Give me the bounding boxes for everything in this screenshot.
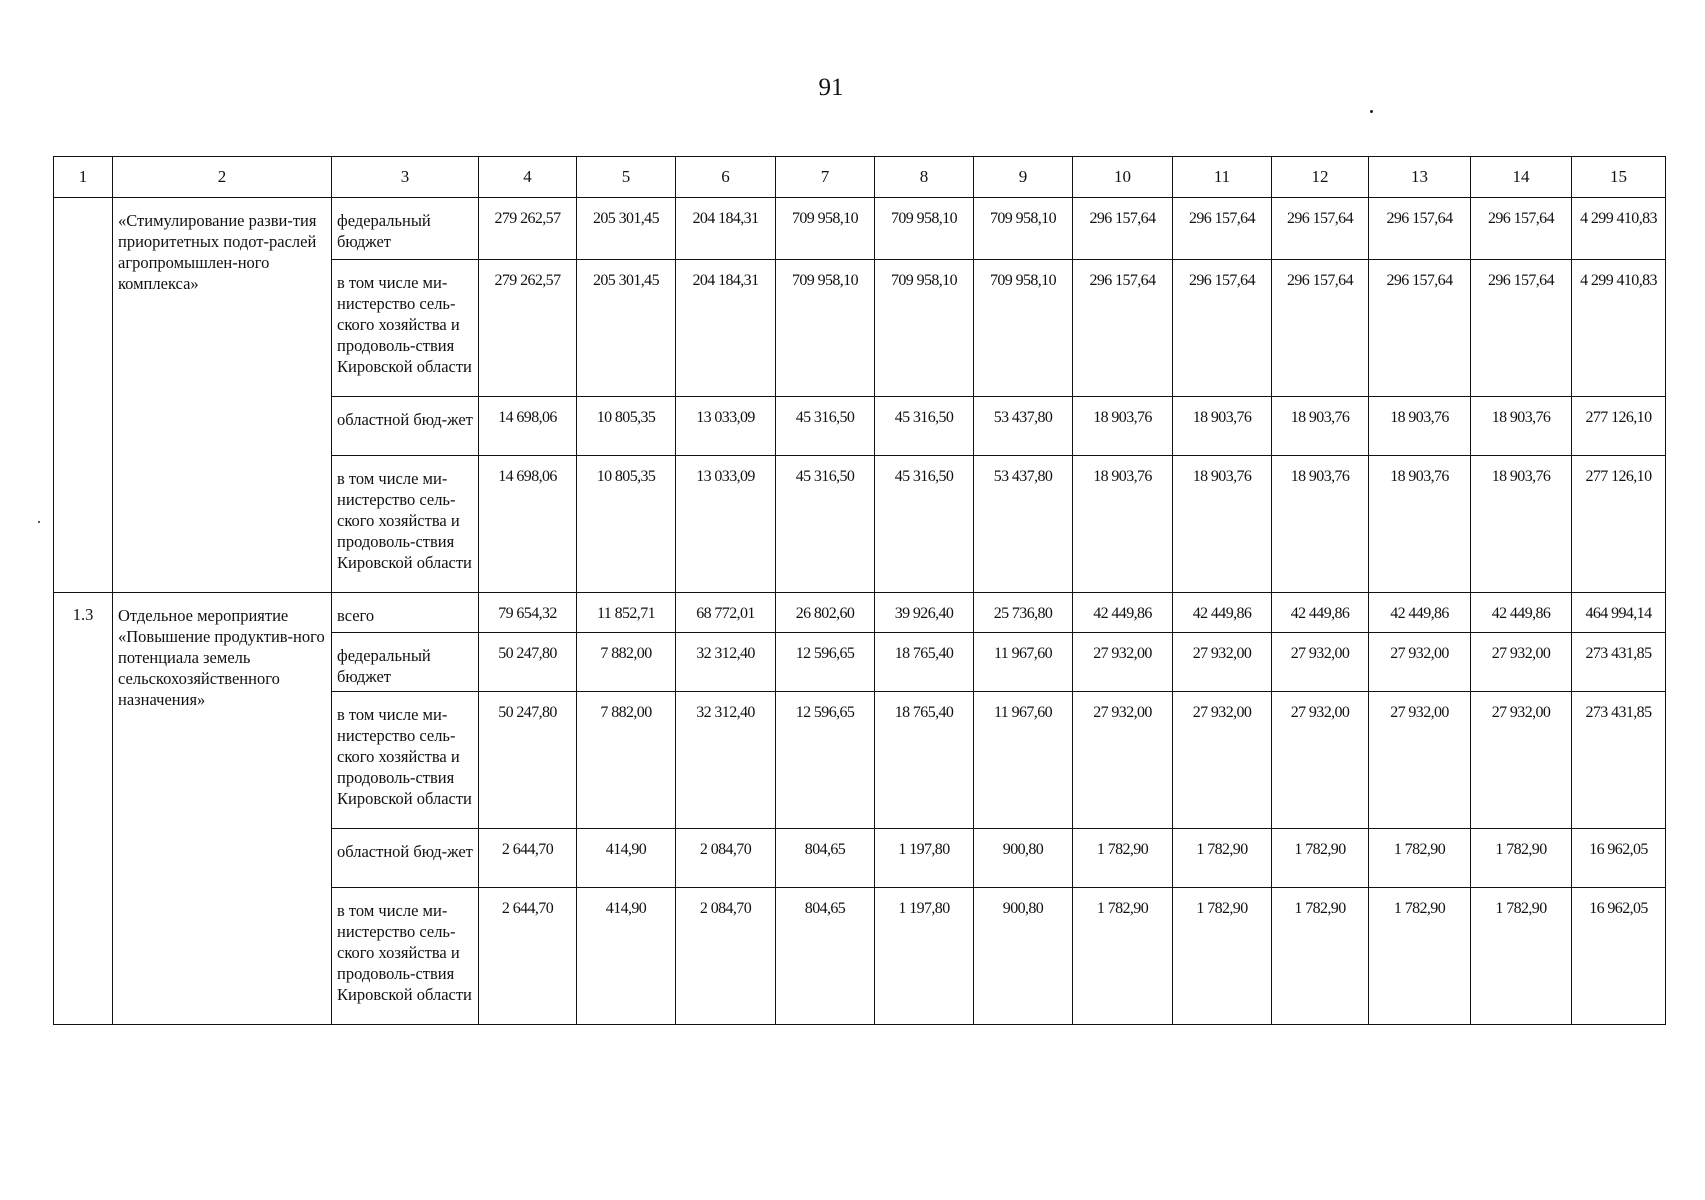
value-cell: 11 967,60 — [974, 692, 1073, 829]
value-cell: 53 437,80 — [974, 456, 1073, 593]
value-cell: 4 299 410,83 — [1572, 198, 1666, 260]
value-cell: 53 437,80 — [974, 397, 1073, 456]
value-cell: 10 805,35 — [577, 397, 676, 456]
value-cell: 277 126,10 — [1572, 397, 1666, 456]
value-cell: 709 958,10 — [974, 260, 1073, 397]
value-cell: 296 157,64 — [1272, 198, 1369, 260]
column-header: 14 — [1471, 157, 1572, 198]
value-cell: 279 262,57 — [479, 260, 577, 397]
row-number — [54, 198, 113, 593]
funding-source: всего — [332, 593, 479, 633]
value-cell: 296 157,64 — [1272, 260, 1369, 397]
column-header: 2 — [113, 157, 332, 198]
column-header: 5 — [577, 157, 676, 198]
value-cell: 296 157,64 — [1369, 260, 1471, 397]
value-cell: 27 932,00 — [1073, 692, 1173, 829]
value-cell: 14 698,06 — [479, 456, 577, 593]
value-cell: 27 932,00 — [1073, 633, 1173, 692]
value-cell: 273 431,85 — [1572, 692, 1666, 829]
value-cell: 273 431,85 — [1572, 633, 1666, 692]
value-cell: 7 882,00 — [577, 633, 676, 692]
value-cell: 16 962,05 — [1572, 829, 1666, 888]
value-cell: 18 903,76 — [1471, 456, 1572, 593]
funding-source: в том числе ми-нистерство сель-ского хозяйства и продоволь-ствия Кировской области — [332, 692, 479, 829]
table-row — [54, 198, 1666, 260]
funding-source: федеральный бюджет — [332, 633, 479, 692]
value-cell: 2 084,70 — [676, 829, 776, 888]
value-cell: 709 958,10 — [974, 198, 1073, 260]
value-cell: 4 299 410,83 — [1572, 260, 1666, 397]
value-cell: 16 962,05 — [1572, 888, 1666, 1025]
value-cell: 464 994,14 — [1572, 593, 1666, 633]
value-cell: 18 903,76 — [1073, 397, 1173, 456]
value-cell: 1 782,90 — [1173, 829, 1272, 888]
value-cell: 18 903,76 — [1272, 397, 1369, 456]
value-cell: 1 782,90 — [1369, 829, 1471, 888]
value-cell: 296 157,64 — [1073, 198, 1173, 260]
value-cell: 27 932,00 — [1471, 692, 1572, 829]
funding-source: в том числе ми-нистерство сель-ского хозяйства и продоволь-ствия Кировской области — [332, 456, 479, 593]
table-body — [54, 198, 1666, 1025]
column-header: 12 — [1272, 157, 1369, 198]
measure-name: «Стимулирование разви-тия приоритетных подот-раслей агропромышлен-ного комплекса» — [113, 198, 332, 593]
value-cell: 205 301,45 — [577, 260, 676, 397]
value-cell: 296 157,64 — [1173, 260, 1272, 397]
value-cell: 18 765,40 — [875, 633, 974, 692]
value-cell: 279 262,57 — [479, 198, 577, 260]
value-cell: 296 157,64 — [1369, 198, 1471, 260]
value-cell: 50 247,80 — [479, 692, 577, 829]
page-number: 91 — [818, 74, 844, 101]
value-cell: 18 903,76 — [1369, 456, 1471, 593]
value-cell: 42 449,86 — [1369, 593, 1471, 633]
value-cell: 27 932,00 — [1369, 692, 1471, 829]
scan-speck — [1370, 110, 1373, 113]
value-cell: 68 772,01 — [676, 593, 776, 633]
value-cell: 26 802,60 — [776, 593, 875, 633]
value-cell: 709 958,10 — [776, 260, 875, 397]
value-cell: 709 958,10 — [875, 260, 974, 397]
value-cell: 1 782,90 — [1272, 888, 1369, 1025]
value-cell: 804,65 — [776, 888, 875, 1025]
value-cell: 18 903,76 — [1173, 456, 1272, 593]
value-cell: 27 932,00 — [1369, 633, 1471, 692]
value-cell: 296 157,64 — [1471, 198, 1572, 260]
value-cell: 42 449,86 — [1471, 593, 1572, 633]
value-cell: 1 197,80 — [875, 829, 974, 888]
value-cell: 18 903,76 — [1369, 397, 1471, 456]
value-cell: 2 644,70 — [479, 829, 577, 888]
value-cell: 12 596,65 — [776, 633, 875, 692]
value-cell: 2 644,70 — [479, 888, 577, 1025]
value-cell: 900,80 — [974, 829, 1073, 888]
value-cell: 27 932,00 — [1272, 692, 1369, 829]
column-header: 11 — [1173, 157, 1272, 198]
funding-source: в том числе ми-нистерство сель-ского хозяйства и продоволь-ствия Кировской области — [332, 888, 479, 1025]
budget-table — [53, 156, 1666, 1025]
value-cell: 1 782,90 — [1272, 829, 1369, 888]
table-row — [54, 593, 1666, 633]
funding-source: областной бюд-жет — [332, 829, 479, 888]
funding-source: в том числе ми-нистерство сель-ского хозяйства и продоволь-ствия Кировской области — [332, 260, 479, 397]
column-header: 10 — [1073, 157, 1173, 198]
value-cell: 32 312,40 — [676, 692, 776, 829]
value-cell: 45 316,50 — [875, 456, 974, 593]
value-cell: 204 184,31 — [676, 260, 776, 397]
value-cell: 13 033,09 — [676, 397, 776, 456]
value-cell: 45 316,50 — [776, 456, 875, 593]
column-header: 7 — [776, 157, 875, 198]
value-cell: 1 197,80 — [875, 888, 974, 1025]
value-cell: 27 932,00 — [1173, 692, 1272, 829]
value-cell: 10 805,35 — [577, 456, 676, 593]
value-cell: 296 157,64 — [1471, 260, 1572, 397]
value-cell: 11 967,60 — [974, 633, 1073, 692]
column-header: 4 — [479, 157, 577, 198]
column-header: 1 — [54, 157, 113, 198]
column-header: 15 — [1572, 157, 1666, 198]
value-cell: 900,80 — [974, 888, 1073, 1025]
value-cell: 414,90 — [577, 888, 676, 1025]
value-cell: 42 449,86 — [1272, 593, 1369, 633]
value-cell: 709 958,10 — [875, 198, 974, 260]
column-header: 9 — [974, 157, 1073, 198]
funding-source: федеральный бюджет — [332, 198, 479, 260]
column-header: 6 — [676, 157, 776, 198]
value-cell: 709 958,10 — [776, 198, 875, 260]
column-header: 13 — [1369, 157, 1471, 198]
value-cell: 414,90 — [577, 829, 676, 888]
value-cell: 296 157,64 — [1173, 198, 1272, 260]
value-cell: 18 903,76 — [1173, 397, 1272, 456]
column-header: 8 — [875, 157, 974, 198]
header-row — [54, 157, 1666, 198]
measure-name: Отдельное мероприятие «Повышение продуктив-ного потенциала земель сельскохозяйственного назначения» — [113, 593, 332, 1025]
value-cell: 296 157,64 — [1073, 260, 1173, 397]
value-cell: 18 903,76 — [1471, 397, 1572, 456]
value-cell: 27 932,00 — [1272, 633, 1369, 692]
value-cell: 39 926,40 — [875, 593, 974, 633]
value-cell: 1 782,90 — [1173, 888, 1272, 1025]
value-cell: 1 782,90 — [1073, 888, 1173, 1025]
value-cell: 50 247,80 — [479, 633, 577, 692]
value-cell: 79 654,32 — [479, 593, 577, 633]
value-cell: 2 084,70 — [676, 888, 776, 1025]
value-cell: 804,65 — [776, 829, 875, 888]
value-cell: 18 765,40 — [875, 692, 974, 829]
value-cell: 1 782,90 — [1369, 888, 1471, 1025]
value-cell: 11 852,71 — [577, 593, 676, 633]
value-cell: 1 782,90 — [1471, 829, 1572, 888]
value-cell: 32 312,40 — [676, 633, 776, 692]
value-cell: 42 449,86 — [1073, 593, 1173, 633]
value-cell: 204 184,31 — [676, 198, 776, 260]
value-cell: 1 782,90 — [1471, 888, 1572, 1025]
value-cell: 45 316,50 — [776, 397, 875, 456]
funding-source: областной бюд-жет — [332, 397, 479, 456]
value-cell: 18 903,76 — [1272, 456, 1369, 593]
scan-speck — [38, 521, 40, 523]
value-cell: 45 316,50 — [875, 397, 974, 456]
value-cell: 18 903,76 — [1073, 456, 1173, 593]
value-cell: 27 932,00 — [1173, 633, 1272, 692]
column-header: 3 — [332, 157, 479, 198]
value-cell: 205 301,45 — [577, 198, 676, 260]
value-cell: 42 449,86 — [1173, 593, 1272, 633]
value-cell: 277 126,10 — [1572, 456, 1666, 593]
value-cell: 12 596,65 — [776, 692, 875, 829]
value-cell: 1 782,90 — [1073, 829, 1173, 888]
row-number: 1.3 — [54, 593, 113, 1025]
value-cell: 7 882,00 — [577, 692, 676, 829]
value-cell: 27 932,00 — [1471, 633, 1572, 692]
value-cell: 13 033,09 — [676, 456, 776, 593]
value-cell: 25 736,80 — [974, 593, 1073, 633]
value-cell: 14 698,06 — [479, 397, 577, 456]
